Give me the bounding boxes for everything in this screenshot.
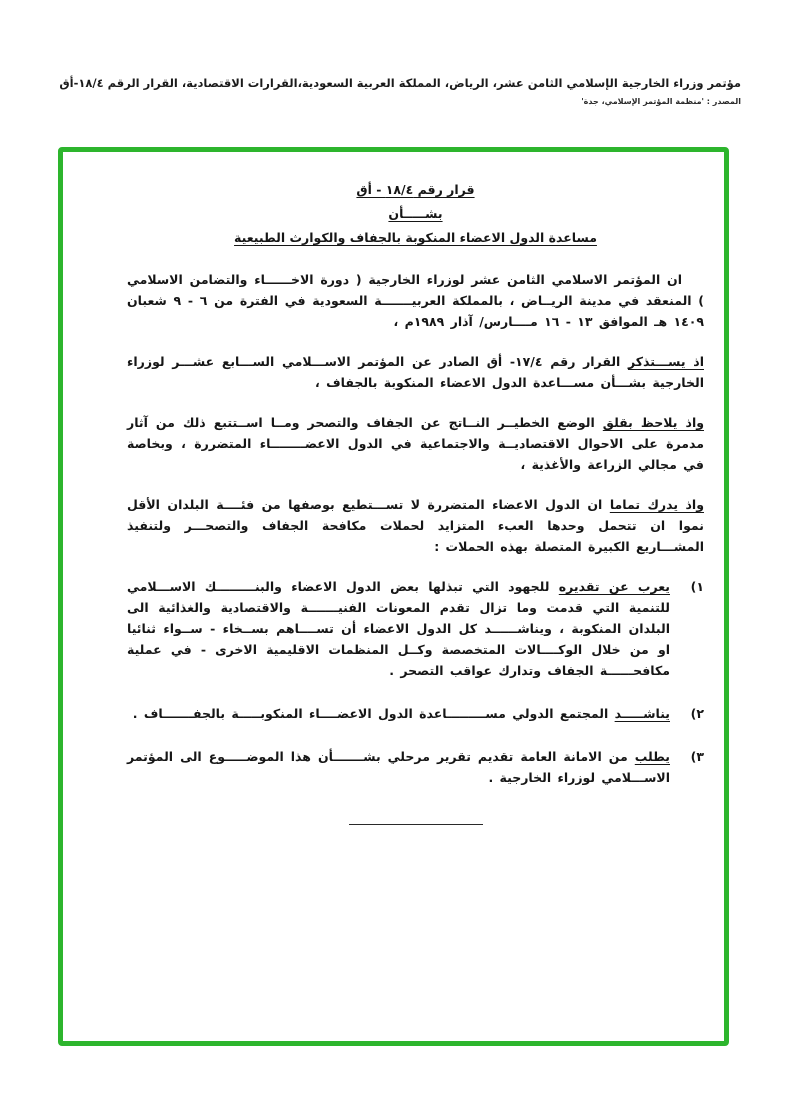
item-2-number: ٢) [690, 706, 704, 721]
document-citation-header [52, 76, 741, 106]
item-1-rest: للجهود التي تبذلها بعض الدول الاعضاء والبنـــــــــك الاســـلامي للتنمية التي قدمت وما تزال تقدم المعونات الفنيـــــــة والاقتصادية والغذائية الى البلدان المنكوبة ، ويناشــــــد كل الدول الاعضاء أن تســــاهم بســخاء - ســواء ثنائيا او من خلال الوكــــالات المتخصصة وكــل المنظمات الاقليمية الاخرى - في عملية مكافحــــــة الجفاف وتدارك عواقب التصحر . [127, 579, 670, 678]
resolution-item-2 [127, 703, 704, 724]
resolution-document [127, 182, 704, 825]
paragraph-preamble-text: ان المؤتمر الاسلامي الثامن عشر لوزراء الخارجية ( دورة الاخــــــاء والتضامن الاسلامي ) المنعقد في مدينة الريــاض ، بالمملكة العربيـــــــة السعودية في الفترة من ٦ - ٩ شعبان ١٤٠٩ هـ الموافق ١٣ - ١٦ مــــارس/ آذار ١٩٨٩م ، [127, 272, 704, 329]
end-divider-line [349, 824, 483, 825]
resolution-item-3 [127, 746, 704, 788]
paragraph-recalling-lead: اذ يســـتذكر [628, 354, 704, 369]
item-3-text [127, 746, 670, 788]
item-2-lead: يناشـــــد [614, 706, 670, 721]
paragraph-fully-aware [127, 494, 704, 557]
resolution-number-title: قرار رقم ١٨/٤ - أق [356, 182, 475, 197]
item-3-number: ٣) [690, 749, 704, 764]
item-1-number: ١) [690, 579, 704, 594]
item-3-rest: من الامانة العامة تقديم تقرير مرحلي بشـــــــأن هذا الموضـــــوع الى المؤتمر الاســـلامي لوزراء الخارجية . [127, 749, 670, 785]
resolution-item-1 [127, 576, 704, 681]
paragraph-recalling-text: القرار رقم ١٧/٤- أق الصادر عن المؤتمر الاســـلامي الســـابع عشـــر لوزراء الخارجية بشـــأن مســـاعدة الدول الاعضاء المنكوبة بالجفاف ، [127, 354, 704, 390]
paragraph-aware-text: ان الدول الاعضاء المتضررة لا تســـتطيع بوصفها من فئــــة البلدان الأقل نموا ان تتحمل وحدها العبء المتزايد لحملات مكافحة الجفاف والتصحـــر ولتنفيذ المشـــاريع الكبيرة المتصلة بهذه الحملات : [127, 497, 704, 554]
paragraph-recalling [127, 351, 704, 393]
paragraph-preamble [127, 269, 704, 332]
title-block [127, 182, 704, 245]
paragraph-noting-with-concern [127, 412, 704, 475]
item-3-lead: يطلب [634, 749, 670, 764]
item-1-lead: يعرب عن تقديره [558, 579, 670, 594]
header-source-line: المصدر : 'منظمة المؤتمر الإسلامي، جدة' [581, 97, 741, 106]
item-1-text [127, 576, 670, 681]
resolution-operative-items [127, 576, 704, 788]
item-2-text [127, 703, 670, 724]
header-citation-line: مؤتمر وزراء الخارجية الإسلامي الثامن عشر، الرياض، المملكة العربية السعودية،القرارات الاقتصادية، القرار الرقم ١٨/٤-أق [59, 76, 741, 90]
paragraph-noting-lead: واذ يلاحظ بقلق [602, 415, 704, 430]
paragraph-aware-lead: واذ يدرك تماما [609, 497, 704, 512]
paragraph-noting-text: الوضع الخطيــر النــاتج عن الجفاف والتصحر ومــا اســتتبع ذلك من آثار مدمرة على الاحوال الاقتصاديــة والاجتماعية في الدول الاعضــــــــاء المتضررة ، وبخاصة في مجالي الزراعة والأغذية ، [127, 415, 704, 472]
title-regarding: بشـــــأن [388, 206, 443, 221]
scan-border-frame [58, 147, 729, 1046]
title-subject: مساعدة الدول الاعضاء المنكوبة بالجفاف والكوارث الطبيعية [234, 230, 597, 245]
item-2-rest: المجتمع الدولي مســـــــــاعدة الدول الاعضــــاء المنكوبـــــة بالجفـــــــاف . [132, 706, 609, 721]
